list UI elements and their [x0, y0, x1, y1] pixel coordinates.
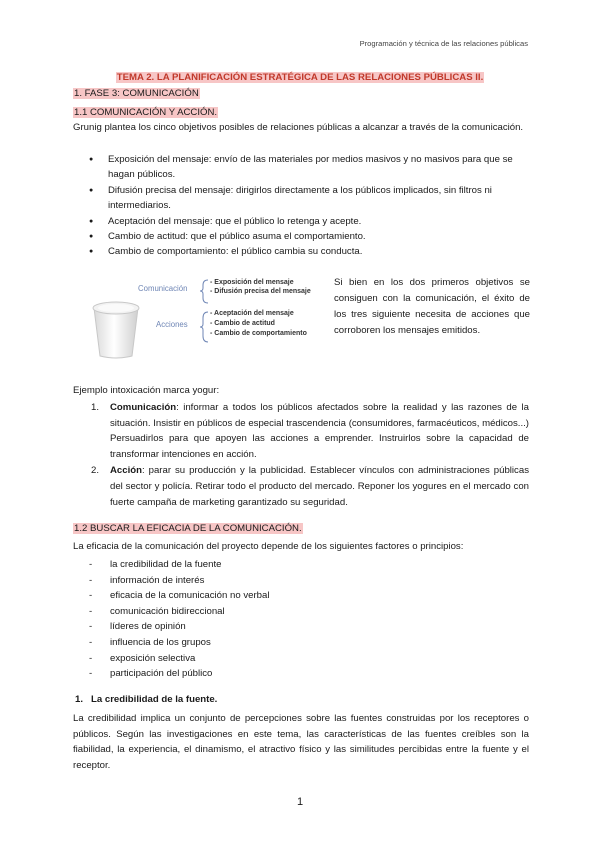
- figure-item: - Exposición del mensaje: [210, 279, 294, 286]
- list-item: ● Exposición del mensaje: envío de las materiales por medios masivos y no masivos para que se hagan públicos.: [91, 152, 531, 183]
- factors-list: [91, 557, 491, 682]
- list-item-label: Comunicación: [110, 402, 177, 413]
- list-item: - la credibilidad de la fuente: [91, 557, 491, 573]
- running-header: Programación y técnica de las relaciones públicas: [359, 39, 528, 48]
- list-item: - exposición selectiva: [91, 651, 491, 667]
- list-item: ● Cambio de actitud: que el público asuma el comportamiento.: [91, 229, 531, 244]
- list-item: ● Aceptación del mensaje: que el público lo retenga y acepte.: [91, 214, 531, 229]
- yogurt-cup-icon: [90, 298, 142, 360]
- list-item: - comunicación bidireccional: [91, 604, 491, 620]
- list-item-text: : informar a todos los públicos afectados sobre la realidad y las razones de la situación. Insistir en públicos de especial trascendencia (consumidores, farmacéuticos, médicos...) Persuadirlos para que apoyen las acciones a emprender. Instruirlos sobre la capacidad de transformar intenciones en acción.: [110, 402, 529, 460]
- list-number: 2.: [91, 465, 100, 477]
- list-item: - participación del público: [91, 666, 491, 682]
- list-item: [93, 463, 529, 510]
- example-list: [93, 400, 529, 511]
- list-item: [93, 400, 529, 462]
- list-number: 1.: [91, 402, 100, 413]
- figure-label-acciones: Acciones: [156, 320, 188, 329]
- section-heading-1-1-text: 1.1 COMUNICACIÓN Y ACCIÓN.: [74, 107, 218, 118]
- subsection-heading: [73, 694, 217, 705]
- subsection-title: La credibilidad de la fuente.: [91, 694, 218, 705]
- list-item-label: Acción: [110, 465, 142, 477]
- subsection-number: 1.: [75, 694, 84, 705]
- figure-item: - Cambio de comportamiento: [210, 330, 307, 337]
- list-item: ● Cambio de comportamiento: el público cambia su conducta.: [91, 244, 531, 259]
- factors-intro: La eficacia de la comunicación del proyecto depende de los siguientes factores o principios:: [73, 541, 464, 552]
- list-item: ● Difusión precisa del mensaje: dirigirlos directamente a los públicos implicados, sin filtros ni intermediarios.: [91, 183, 531, 214]
- figure-item: - Aceptación del mensaje: [210, 310, 294, 317]
- section-heading-1-text: 1. FASE 3: COMUNICACIÓN: [74, 88, 199, 99]
- title-text: TEMA 2. LA PLANIFICACIÓN ESTRATÉGICA DE LAS RELACIONES PÚBLICAS II.: [116, 72, 484, 83]
- section-heading-1-2: [73, 523, 303, 534]
- figure-item: - Cambio de actitud: [210, 320, 275, 327]
- list-item: - influencia de los grupos: [91, 635, 491, 651]
- list-item: - eficacia de la comunicación no verbal: [91, 588, 491, 604]
- page-title: [0, 72, 600, 83]
- side-paragraph: Si bien en los dos primeros objetivos se consiguen con la comunicación, el éxito de los tres siguiente necesita de acciones que corroboren los mensajes emitidos.: [334, 277, 530, 336]
- page-number: 1: [296, 796, 304, 808]
- list-item-text: : parar su producción y la publicidad. Establecer vínculos con administraciones públicas del sector y policía. Retirar todo el producto del mercado. Reponer los yogures en el mercado con fuerte campaña de marketing garantizado su seguridad.: [110, 465, 529, 508]
- communication-actions-figure: [90, 276, 330, 366]
- intro-paragraph: Grunig plantea los cinco objetivos posibles de relaciones públicas a alcanzar a través de la comunicación.: [73, 122, 524, 133]
- objectives-list: [91, 152, 531, 260]
- example-title: Ejemplo intoxicación marca yogur:: [73, 385, 220, 396]
- list-item: - líderes de opinión: [91, 619, 491, 635]
- section-heading-1: [73, 88, 200, 99]
- list-item: - información de interés: [91, 573, 491, 589]
- section-heading-1-2-text: 1.2 BUSCAR LA EFICACIA DE LA COMUNICACIÓN.: [74, 523, 302, 534]
- section-heading-1-1: [73, 107, 218, 118]
- credibility-paragraph: La credibilidad implica un conjunto de percepciones sobre las fuentes construidas por los receptores o públicos. Según las investigaciones en este tema, las características de las fuentes creíbles son la fiabilidad, la experiencia, el dinamismo, el atractivo físico y las similitudes percibidas entre la fuente y el receptor.: [73, 713, 529, 771]
- figure-item: - Difusión precisa del mensaje: [210, 288, 311, 295]
- figure-label-comunicacion: Comunicación: [138, 284, 188, 293]
- brace-icon: [200, 278, 210, 364]
